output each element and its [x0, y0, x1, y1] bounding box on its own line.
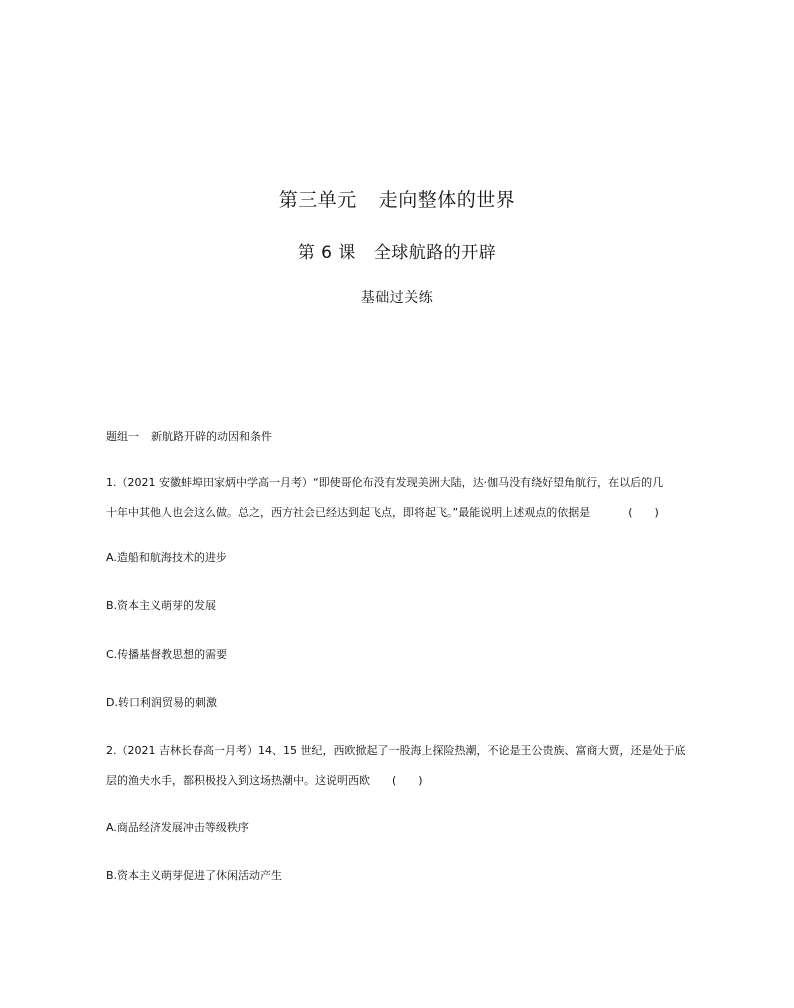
group-label: 题组一 [106, 430, 139, 443]
question-1-stem-line-2 [106, 505, 659, 521]
unit-name: 走向整体的世界 [378, 189, 516, 211]
question-1-option-a: A.造船和航海技术的进步 [106, 551, 227, 564]
question-1-option-c: C.传播基督教思想的需要 [106, 648, 228, 661]
answer-blank: ( ) [628, 506, 659, 519]
answer-blank: ( ) [392, 774, 423, 787]
question-1-stem-line-1: 1.（2021 安徽蚌埠田家炳中学高一月考）“即使哥伦布没有发现美洲大陆，达·伽马没有绕好望角航行，在以后的几 [106, 476, 664, 489]
question-2-option-a: A.商品经济发展冲击等级秩序 [106, 821, 249, 834]
lesson-name: 全球航路的开辟 [373, 243, 497, 263]
question-1-option-d: D.转口利润贸易的刺激 [106, 696, 217, 709]
question-2-option-b: B.资本主义萌芽促进了休闲活动产生 [106, 869, 283, 882]
lesson-title [0, 238, 794, 263]
group-name: 新航路开辟的动因和条件 [151, 430, 272, 443]
question-2-stem-line-1: 2.（2021 吉林长春高一月考）14、15 世纪，西欧掀起了一股海上探险热潮，不论是王公贵族、富商大贾，还是处于底 [106, 744, 686, 757]
question-2-stem-line-2 [106, 773, 423, 789]
question-1-option-b: B.资本主义萌芽的发展 [106, 599, 217, 612]
question-1-stem-text: 十年中其他人也会这么做。总之，西方社会已经达到起飞点，即将起飞。”最能说明上述观点的依据是 [106, 506, 591, 519]
unit-label: 第三单元 [278, 189, 357, 211]
lesson-label: 第 6 课 [297, 243, 356, 263]
unit-title [0, 185, 794, 212]
question-group-title [106, 429, 272, 445]
question-2-stem-text: 层的渔夫水手，都积极投入到这场热潮中。这说明西欧 [106, 774, 370, 787]
section-title: 基础过关练 [360, 290, 434, 306]
